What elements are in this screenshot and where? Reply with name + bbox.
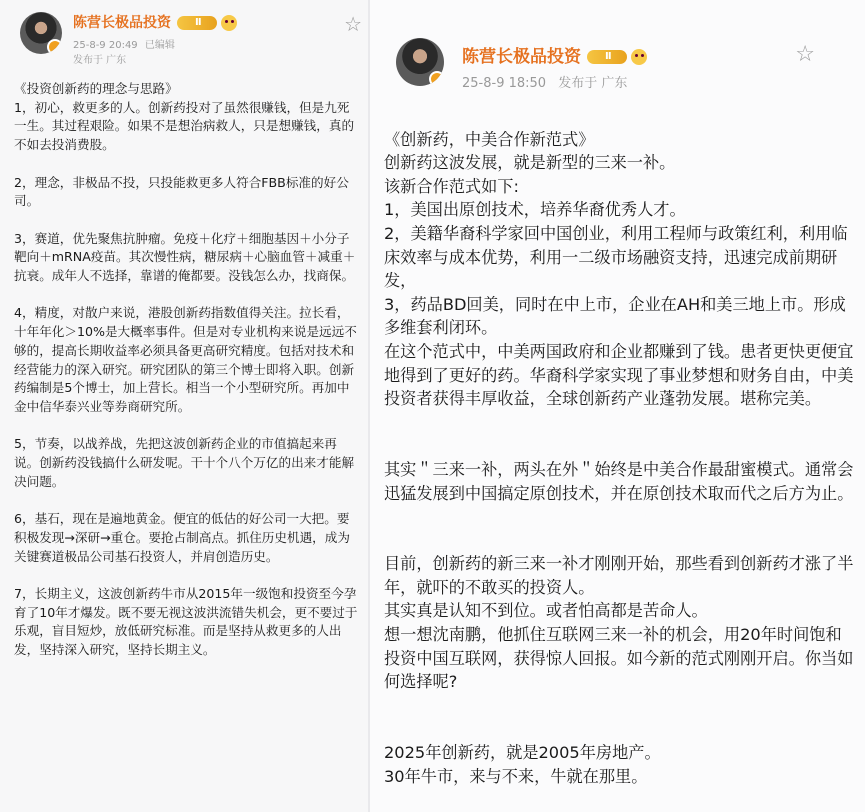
author-name-text[interactable]: 陈营长极品投资	[73, 15, 171, 31]
paragraph-4: 2025年创新药，就是2005年房地产。 30年牛市，来与不来，牛就在那里。	[384, 743, 661, 786]
paragraph-4: 4，精度，对散户来说，港股创新药指数值得关注。拉长看，十年年化＞10%是大概率事件。但是对专业机构来说是远远不够的，提高长期收益率必须具备更高研究精度。包括对技术和经营能力的深入研究。研究团队的第三个博士即将入职。创新药编制是5个博士，加上营长。相当一个小型研究所。再加中金中信华泰兴业等券商研究所。	[14, 305, 357, 414]
author-name[interactable]	[462, 42, 647, 67]
edited-label: 已编辑	[144, 40, 175, 51]
verified-icon	[429, 71, 444, 86]
post-body	[14, 80, 358, 678]
paragraph-2: 其实＂三来一补，两头在外＂始终是中美合作最甜蜜模式。通常会迅猛发展到中国搞定原创技术，并在原创技术取而代之后方为止。	[384, 459, 854, 503]
avatar[interactable]	[20, 12, 62, 54]
author-name[interactable]	[73, 12, 237, 32]
post-meta	[73, 38, 175, 68]
post-meta	[462, 72, 627, 91]
post-location: 发布于 广东	[558, 76, 628, 91]
post-header	[15, 0, 368, 70]
post-location: 发布于 广东	[73, 55, 127, 66]
fan-badge-icon	[631, 49, 647, 65]
paragraph-1: 《创新药，中美合作新范式》 创新药这波发展，就是新型的三来一补。 该新合作范式如下: 1，美国出原创技术，培养华裔优秀人才。 2，美籍华裔科学家回中国创业，利用工程师与政策红利，利用临床效率与成本优势，利用一二级市场融资支持，迅速完成前期研发， 3，药品BD回美，同时在中上市，企业在AH和美三地上市。形成多维套利闭环。 在这个范式中，中美两国政府和企业都赚到了钱。患者更快更便宜地得到了更好的药。华裔科学家实现了事业梦想和财务自由，中美投资者获得丰厚收益，全球创新药产业蓬勃发展。堪称完美。	[384, 129, 854, 409]
fan-badge-icon	[221, 15, 237, 31]
post-header	[384, 0, 865, 91]
paragraph-6: 6，基石，现在是遍地黄金。便宜的低估的好公司一大把。要积极发现→深研→重仓。要抢占制高点。抓住历史机遇，成为关键赛道极品公司基石投资人，并肩创造历史。	[14, 511, 350, 564]
post-title: 《投资创新药的理念与思路》	[14, 81, 178, 96]
paragraph-7: 7，长期主义，这波创新药牛市从2015年一级饱和投资至今孕育了10年才爆发。既不要无视这波洪流错失机会，更不要过于乐观，盲目短炒，放低研究标准。而是坚持从救更多的人出发，坚持深入研究，坚持长期主义。	[14, 585, 358, 657]
favorite-star-icon[interactable]: ☆	[344, 12, 362, 36]
verified-icon	[47, 39, 62, 54]
weibo-post-right	[370, 0, 865, 812]
paragraph-2: 2，理念，非极品不投，只投能救更多人符合FBB标准的好公司。	[14, 174, 349, 209]
paragraph-3: 3，赛道，优先聚焦抗肿瘤。免疫＋化疗＋细胞基因＋小分子靶向＋mRNA疫苗。其次慢性病，糖尿病＋心脑血管＋减重＋抗衰。成年人不选择，靠谱的俺都要。没钱怎么办，找商保。	[14, 230, 356, 283]
post-body	[384, 104, 854, 812]
author-name-text[interactable]: 陈营长极品投资	[462, 47, 581, 67]
vip-level-icon	[587, 50, 627, 64]
post-time: 25-8-9 20:49	[73, 40, 138, 51]
paragraph-3: 目前，创新药的新三来一补才刚刚开始，那些看到创新药才涨了半年，就吓的不敢买的投资人。 其实真是认知不到位。或者怕高都是苦命人。 想一想沈南鹏，他抓住互联网三来一补的机会，用20年时间饱和投资中国互联网，获得惊人回报。如今新的范式刚刚开启。你当如何选择呢?	[384, 554, 854, 692]
avatar[interactable]	[396, 38, 444, 86]
weibo-post-left	[0, 0, 368, 812]
vip-level-icon	[177, 16, 217, 30]
paragraph-5: 5，节奏，以战养战，先把这波创新药企业的市值搞起来再说。创新药没钱搞什么研发呢。干十个八个万亿的出来才能解决问题。	[14, 436, 355, 489]
paragraph-1: 1，初心，救更多的人。创新药投对了虽然很赚钱，但是九死一生。其过程艰险。如果不是想治病救人，只是想赚钱，真的不如去投消费股。	[14, 99, 355, 153]
favorite-star-icon[interactable]: ☆	[795, 42, 815, 67]
post-time: 25-8-9 18:50	[462, 76, 547, 91]
